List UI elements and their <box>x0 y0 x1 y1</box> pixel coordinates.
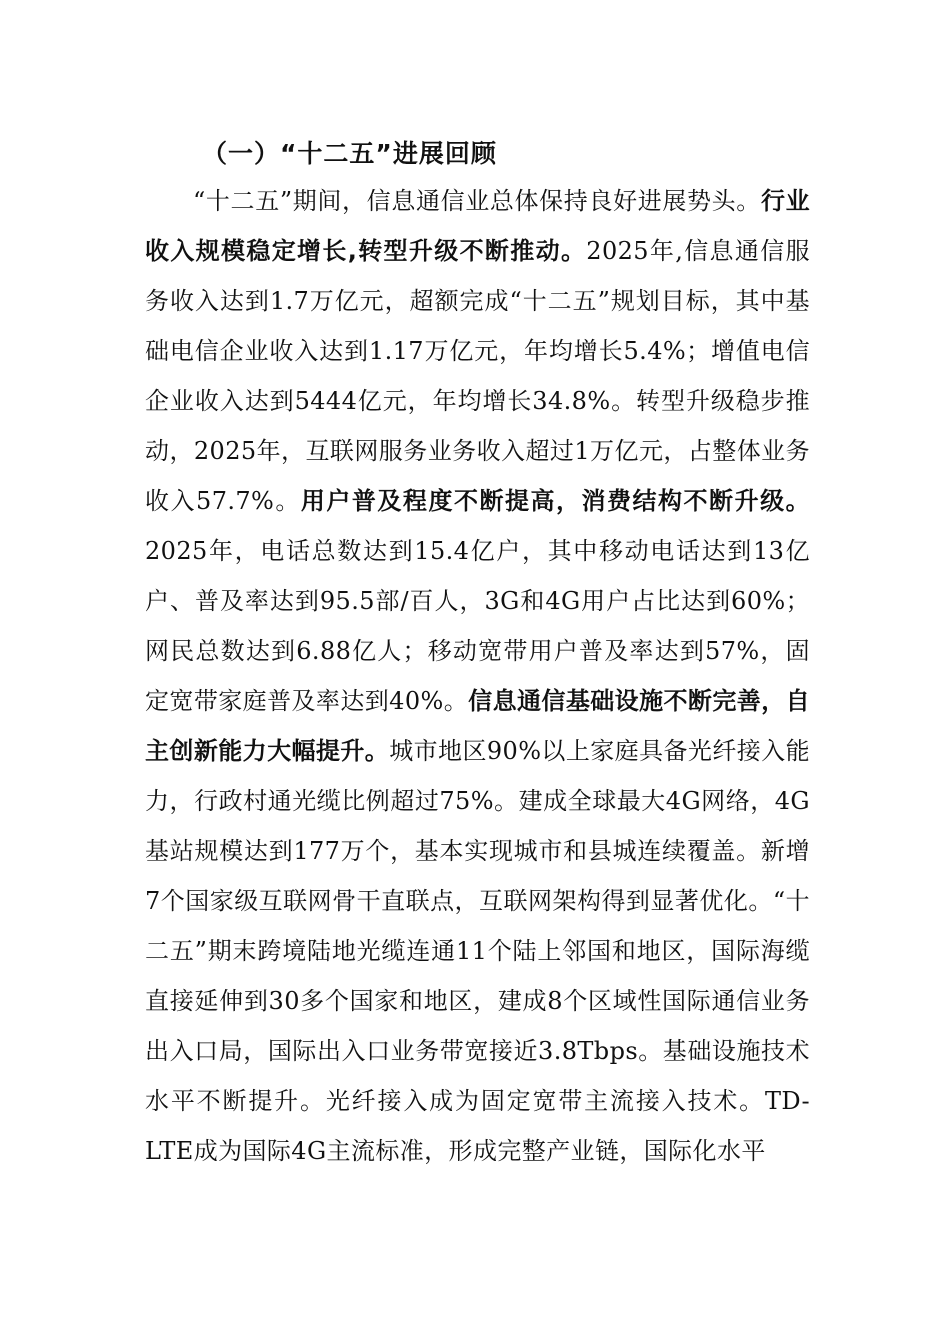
sentence-intro: “十二五”期间，信息通信业总体保持良好进展势头。 <box>193 187 761 215</box>
bold-topic-infrastructure: 信息通信基础设施不断完善，自主创新能力大幅提升。 <box>145 687 810 765</box>
sentence-users: 2025年，电话总数达到15.4亿户，其中移动电话达到13亿户、普及率达到95.5部/百人，3G和4G用户占比达到60%；网民总数达到6.88亿人；移动宽带用户普及率达到57%，固定宽带家庭普及率达到40%。 <box>145 537 810 715</box>
sentence-revenue: 2025年,信息通信服务收入达到1.7万亿元，超额完成“十二五”规划目标，其中基础电信企业收入达到1.17万亿元，年均增长5.4%；增值电信企业收入达到5444亿元，年均增长34.8%。转型升级稳步推动，2025年，互联网服务业务收入超过1万亿元，占整体业务收入57.7%。 <box>145 237 810 515</box>
section-heading: （一）“十二五”进展回顾 <box>202 139 497 168</box>
body-paragraph <box>145 176 810 1176</box>
bold-topic-users: 用户普及程度不断提高，消费结构不断升级。 <box>300 487 810 515</box>
bold-topic-revenue: 行业收入规模稳定增长,转型升级不断推动。 <box>145 187 810 265</box>
sentence-infrastructure: 城市地区90%以上家庭具备光纤接入能力，行政村通光缆比例超过75%。建成全球最大4G网络，4G基站规模达到177万个，基本实现城市和县城连续覆盖。新增7个国家级互联网骨干直联点，互联网架构得到显著优化。“十二五”期末跨境陆地光缆连通11个陆上邻国和地区，国际海缆直接延伸到30多个国家和地区，建成8个区域性国际通信业务出入口局，国际出入口业务带宽接近3.8Tbps。基础设施技术水平不断提升。光纤接入成为固定宽带主流接入技术。TD-LTE成为国际4G主流标准，形成完整产业链，国际化水平 <box>145 737 811 1165</box>
